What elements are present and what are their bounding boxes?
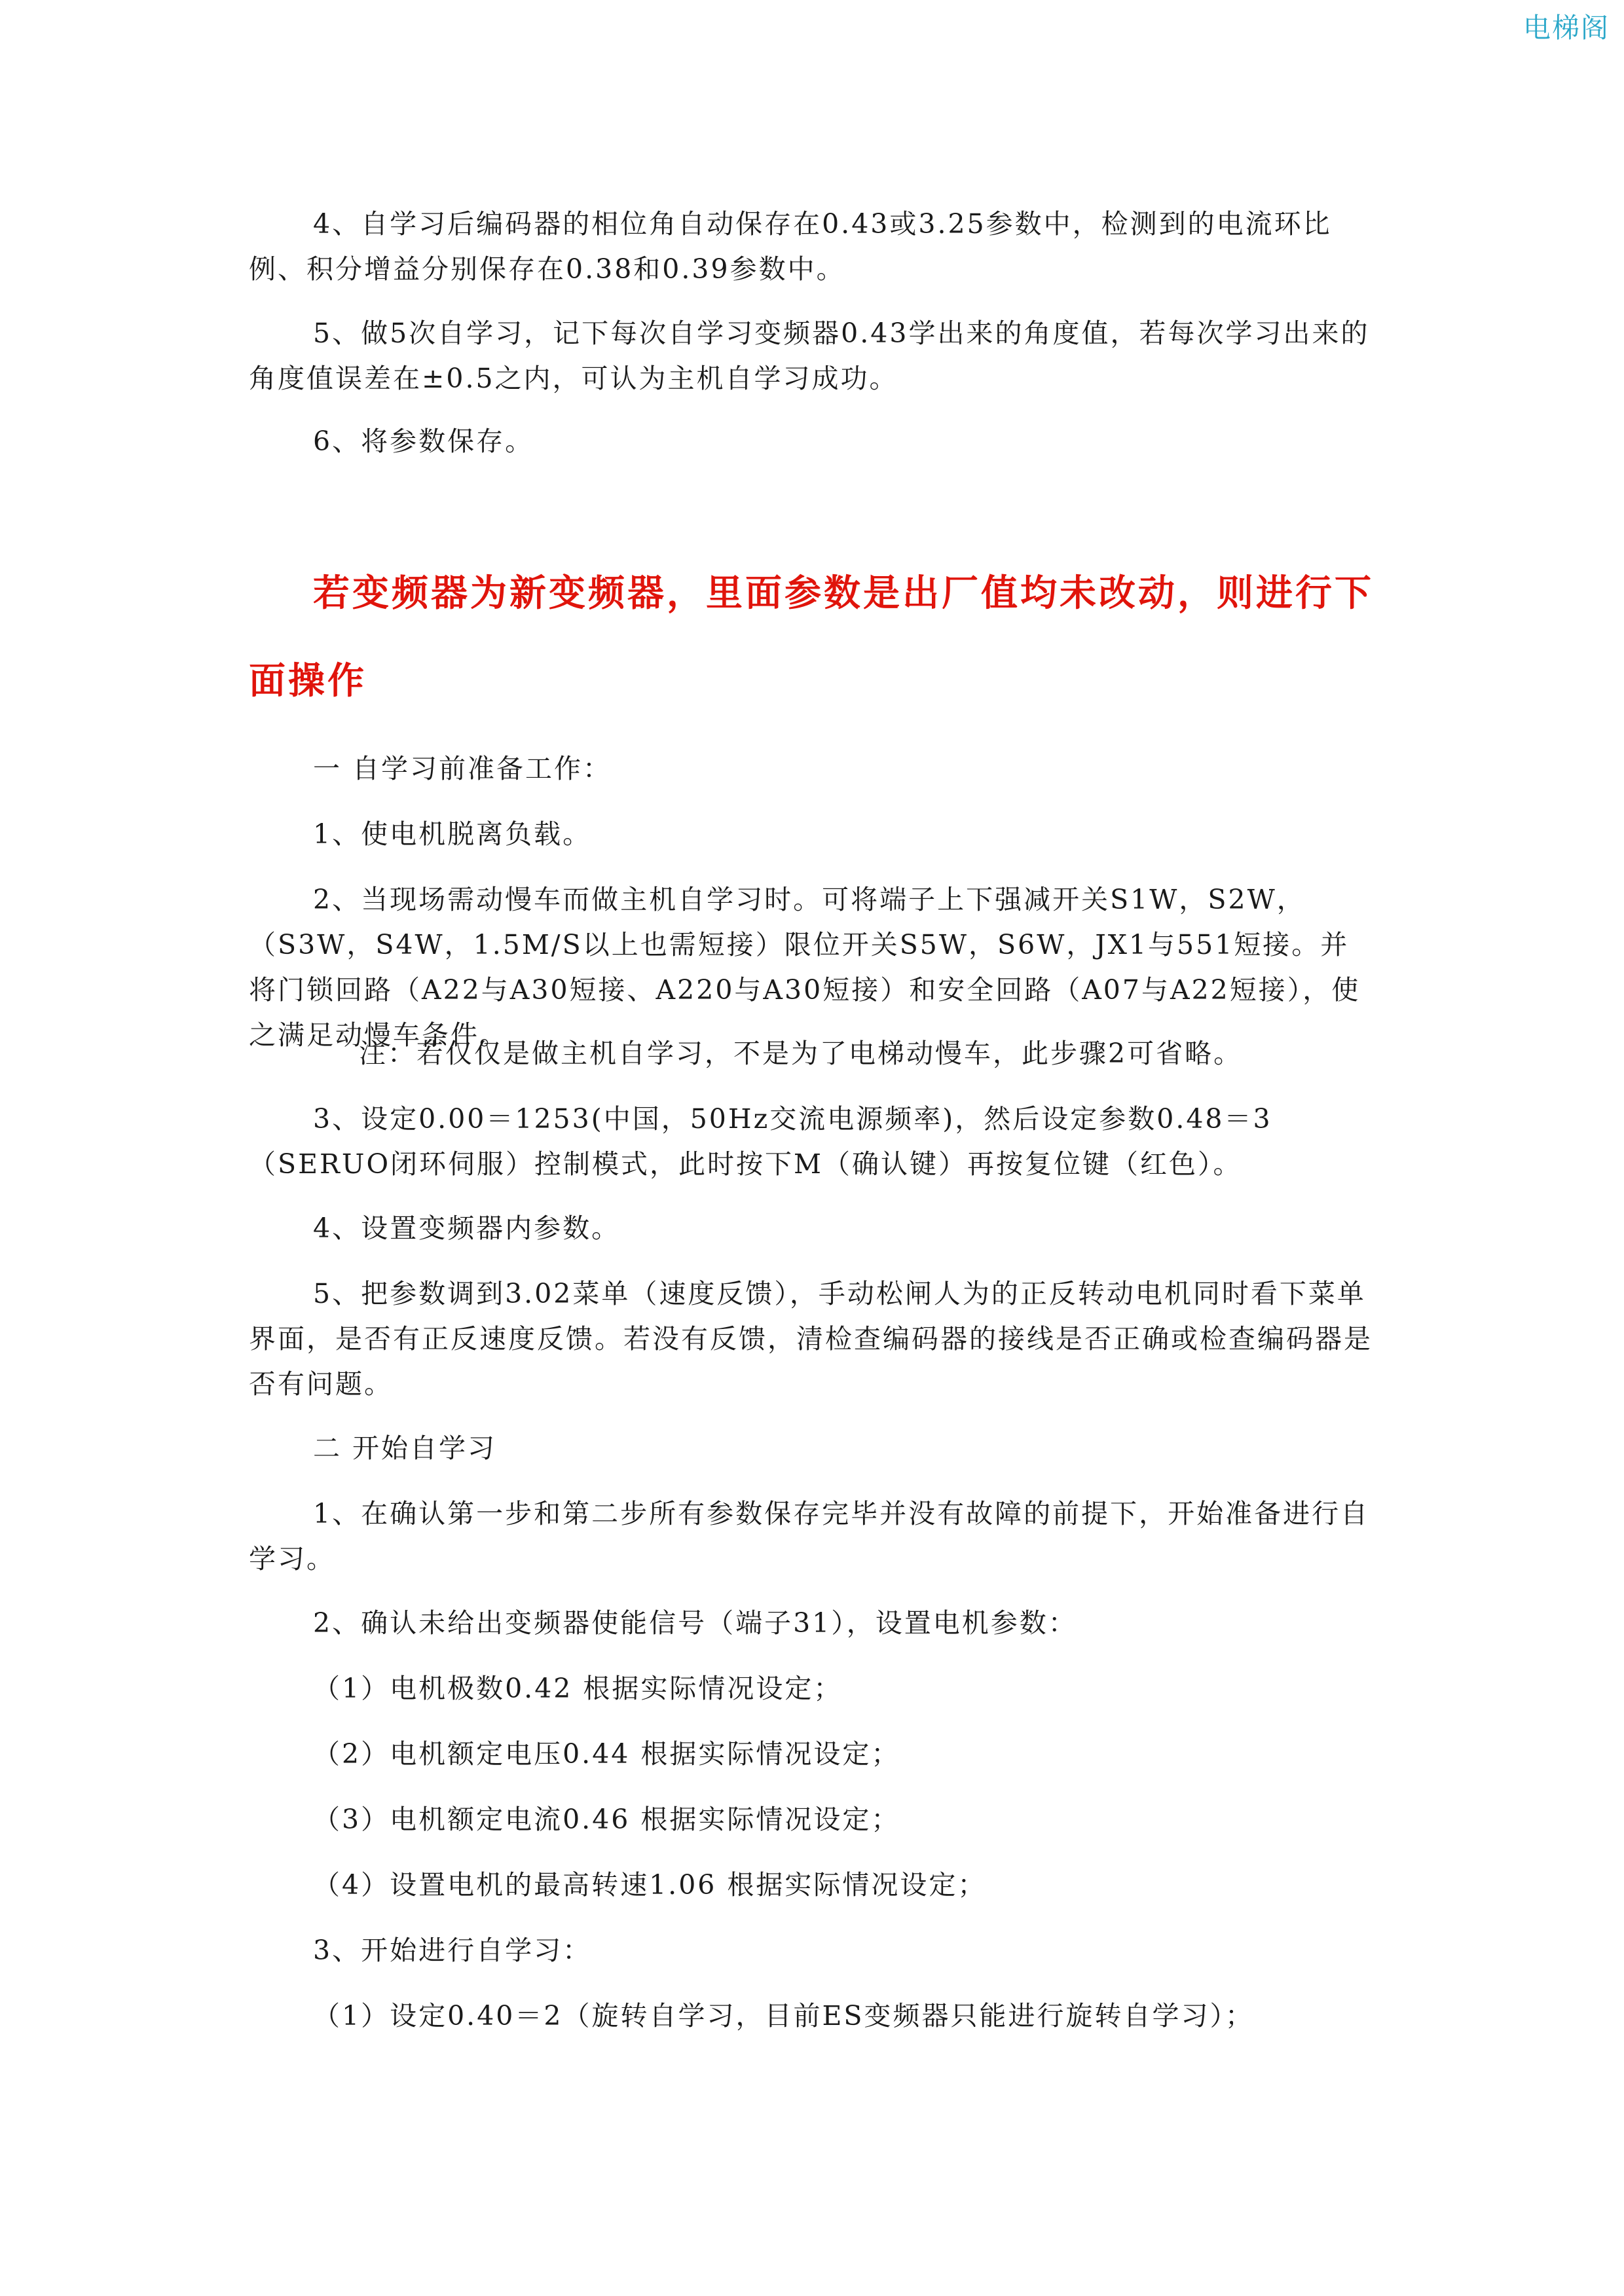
step-1-3: 3、设定0.00＝1253(中国，50Hz交流电源频率)，然后设定参数0.48＝3（SERUO闭环伺服）控制模式，此时按下M（确认键）再按复位键（红色）。 (249, 1103, 1272, 1180)
step-1-1: 1、使电机脱离负载。 (313, 818, 592, 850)
step-2-2: 2、确认未给出变频器使能信号（端子31），设置电机参数： (313, 1607, 1077, 1639)
paragraph-6-save: 6、将参数保存。 (313, 426, 534, 457)
step-2-3-rotation: （1）设定0.40＝2（旋转自学习，目前ES变频器只能进行旋转自学习）； (313, 2000, 1254, 2032)
section-1-title: 一 自学习前准备工作： (313, 753, 612, 784)
step-2-2-current: （3）电机额定电流0.46 根据实际情况设定； (313, 1804, 900, 1835)
paragraph-5-five-trials: 5、做5次自学习，记下每次自学习变频器0.43学出来的角度值，若每次学习出来的角度值误差在±0.5之内，可认为主机自学习成功。 (249, 318, 1370, 394)
watermark-text: 电梯阁 (1522, 12, 1610, 44)
paragraph-4-phase-angle: 4、自学习后编码器的相位角自动保存在0.43或3.25参数中，检测到的电流环比例、积分增益分别保存在0.38和0.39参数中。 (249, 208, 1332, 285)
section-heading-red: 若变频器为新变频器，里面参数是出厂值均未改动，则进行下面操作 (249, 572, 1374, 702)
step-2-2-voltage: （2）电机额定电压0.44 根据实际情况设定； (313, 1738, 900, 1770)
step-1-note: 注：若仅仅是做主机自学习，不是为了电梯动慢车，此步骤2可省略。 (359, 1038, 1243, 1069)
step-1-4: 4、设置变频器内参数。 (313, 1212, 621, 1244)
step-2-2-max-speed: （4）设置电机的最高转速1.06 根据实际情况设定； (313, 1869, 987, 1901)
section-2-title: 二 开始自学习 (313, 1432, 497, 1464)
step-2-3: 3、开始进行自学习： (313, 1935, 592, 1966)
step-2-2-poles: （1）电机极数0.42 根据实际情况设定； (313, 1673, 843, 1704)
step-1-5: 5、把参数调到3.02菜单（速度反馈），手动松闸人为的正反转动电机同时看下菜单界面，是否有正反速度反馈。若没有反馈，清检查编码器的接线是否正确或检查编码器是否有问题。 (249, 1278, 1373, 1400)
step-1-2: 2、当现场需动慢车而做主机自学习时。可将端子上下强减开关S1W，S2W，（S3W，S4W，1.5M/S以上也需短接）限位开关S5W，S6W，JX1与551短接。并将门锁回路（A22与A30短接、A220与A30短接）和安全回路（A07与A22短接），使之满足动慢车条件。 (249, 884, 1361, 1051)
step-2-1: 1、在确认第一步和第二步所有参数保存完毕并没有故障的前提下，开始准备进行自学习。 (249, 1498, 1370, 1575)
